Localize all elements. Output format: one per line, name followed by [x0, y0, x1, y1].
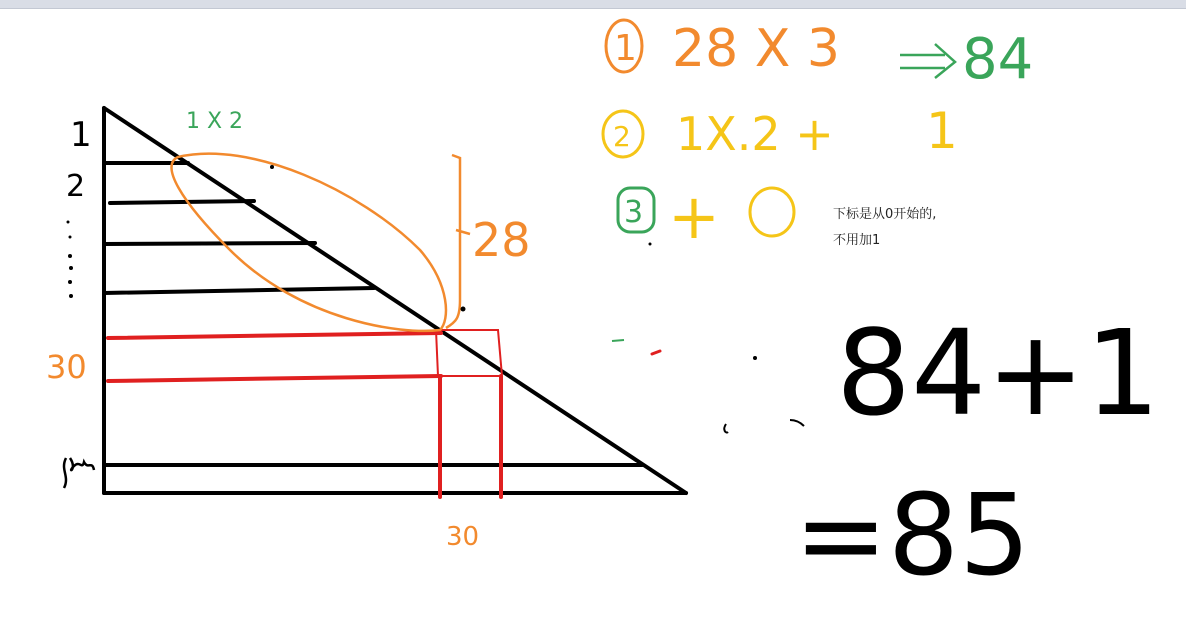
implies-arrow-icon	[900, 44, 955, 78]
red-box	[436, 330, 502, 376]
ellipsis-dot	[69, 294, 73, 298]
ellipsis-dot	[68, 280, 72, 284]
answer-line-1: 84+1	[836, 304, 1161, 442]
row-line	[104, 288, 374, 293]
bottom-label-30: 30	[446, 522, 480, 552]
scribble-label-icon	[64, 458, 94, 488]
label-row-30: 30	[46, 348, 87, 386]
label-row-1: 1	[70, 115, 92, 155]
step-2-expression: 1X.2 +	[676, 107, 834, 161]
left-labels	[46, 115, 94, 488]
step-1-result: 84	[962, 27, 1034, 92]
step-2-marker: 2	[613, 120, 631, 153]
red-row-line	[108, 333, 441, 338]
step-1-expression: 28 X 3	[672, 19, 840, 79]
ellipsis-dot	[68, 254, 72, 258]
note-line-2: 不用加1	[833, 233, 881, 248]
step-3	[618, 180, 794, 253]
triangle-figure	[104, 108, 686, 493]
step-1	[606, 19, 1033, 92]
note-text	[833, 202, 936, 254]
label-row-2: 2	[66, 169, 86, 204]
step-2-tail: 1	[926, 102, 958, 160]
brace	[446, 155, 470, 328]
red-dash	[652, 351, 660, 354]
step-3-plus: +	[668, 180, 720, 253]
step-2	[603, 102, 958, 161]
note-line-1: 下标是从0开始的,	[833, 207, 937, 222]
row-line	[110, 201, 254, 203]
answer-line-2: =85	[794, 471, 1031, 601]
step-1-marker: 1	[614, 28, 637, 69]
triangle-hypotenuse	[104, 108, 686, 493]
top-annotation: 1 X 2	[186, 109, 244, 134]
brace-label: 28	[472, 213, 531, 267]
ellipsis-dot	[67, 221, 70, 224]
step-3-marker: 3	[624, 195, 644, 230]
red-row-line	[108, 376, 441, 381]
red-highlight	[108, 330, 660, 497]
answer	[794, 304, 1160, 601]
ellipsis-dot	[69, 266, 73, 270]
row-line	[104, 243, 315, 244]
ellipsis-dot	[69, 236, 72, 239]
